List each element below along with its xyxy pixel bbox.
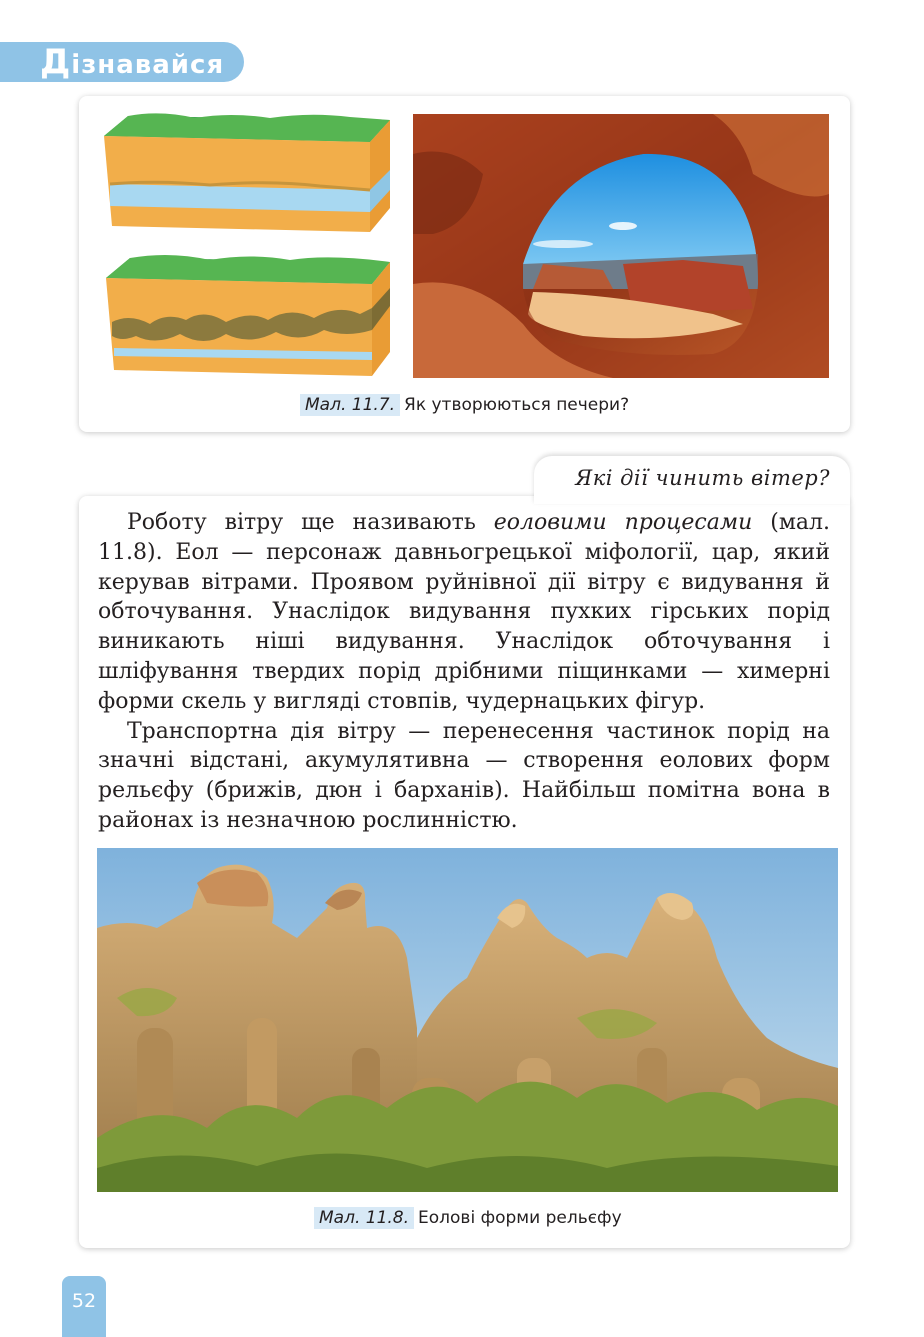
cave-formation-diagram xyxy=(100,108,394,382)
body-text xyxy=(98,508,830,836)
rock-arch-photo xyxy=(413,114,829,378)
paragraph-1: Роботу вітру ще називають еоловими процесами (мал. 11.8). Еол — персонаж давньогрецької міфології, цар, який керував вітрами. Проявом руйнівної дії вітру є видування й обточування. Унаслідок видування пухких гірських порід виникають ніші видування. Унаслідок обточування і шліфування твердих порід дрібними піщинками — химерні форми скель у вигляді стовпів, чудернацьких фігур. xyxy=(98,510,831,714)
figure-caption-11-7 xyxy=(300,395,629,415)
caption-text: Як утворюються печери? xyxy=(404,395,630,415)
paragraph-2: Транспортна дія вітру — перенесення частинок порід на значні відстані, акумулятивна — створення еолових форм рельєфу (брижів, дюн і барханів). Найбільш помітна вона в районах із незначною рослинністю. xyxy=(98,718,830,833)
figure-number: Мал. 11.7. xyxy=(300,394,400,416)
eolian-rocks-photo xyxy=(97,848,838,1192)
caption-text: Еолові форми рельєфу xyxy=(418,1208,622,1228)
figure-number: Мал. 11.8. xyxy=(314,1207,414,1229)
page-number: 52 xyxy=(71,1290,97,1312)
page-number-tab xyxy=(62,1276,106,1337)
figure-caption-11-8 xyxy=(314,1208,622,1228)
cave-block-initial xyxy=(104,113,390,232)
question-tab xyxy=(534,456,850,504)
section-banner xyxy=(0,42,244,82)
section-question: Які дії чинить вітер? xyxy=(575,466,830,490)
cave-block-eroded xyxy=(106,255,390,376)
banner-title: Дізнавайся xyxy=(40,42,225,82)
